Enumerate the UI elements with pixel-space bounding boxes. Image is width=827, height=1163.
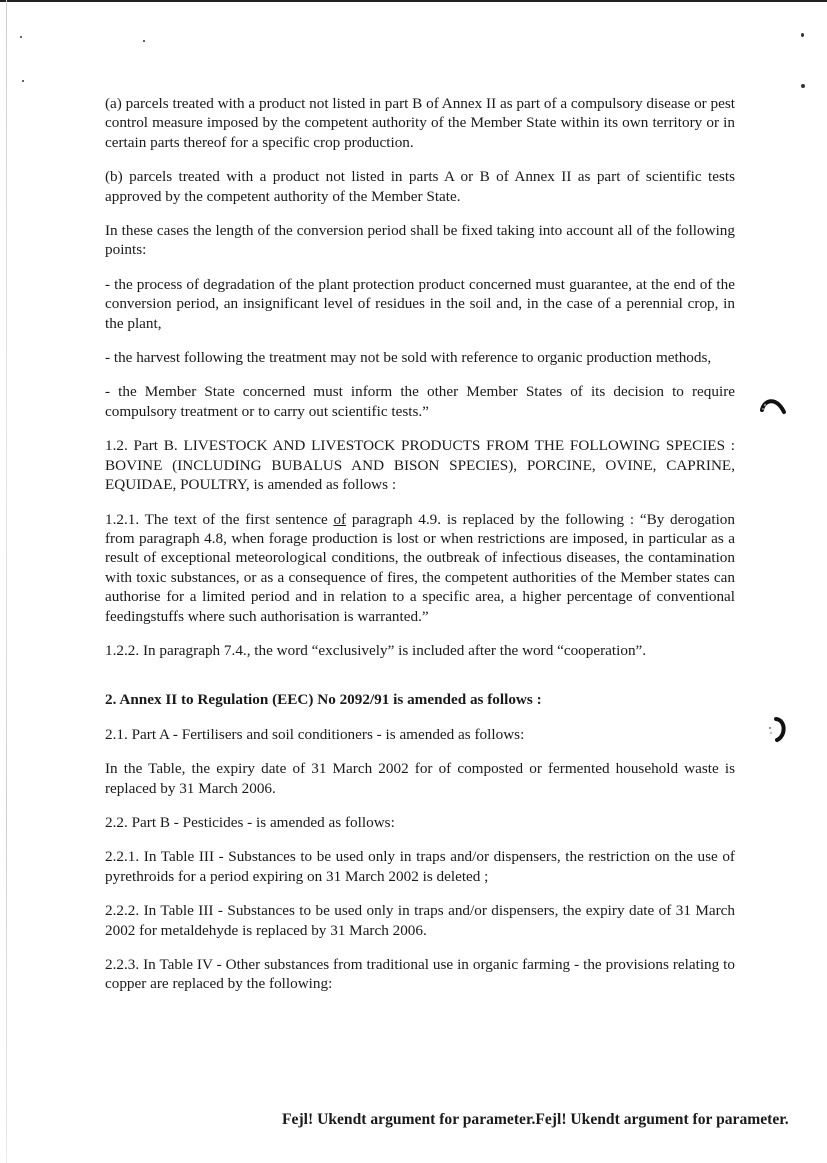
paragraph-1-2-1-rest: paragraph 4.9. is replaced by the following : “By derogation from paragraph 4.8, when forage production is lost or when restrictions are imposed, in particular as a result of exceptional meteorological conditions, the outbreak of infectious diseases, the contamination with toxic substances, or as a consequence of fires, the competent authorities of the Member states can authorise for a limited period and in relation to a specific area, a higher percentage of conventional feedingstuffs where such authorisation is warranted.” xyxy=(105,510,735,625)
left-scan-edge xyxy=(6,0,7,1163)
underlined-word-of: of xyxy=(333,510,347,528)
top-border-line xyxy=(0,0,827,2)
punch-hole-mark-upper xyxy=(758,394,788,424)
scan-speck xyxy=(143,40,145,42)
paragraph-1-2-livestock: 1.2. Part B. LIVESTOCK AND LIVESTOCK PRODUCTS FROM THE FOLLOWING SPECIES : BOVINE (INCLUDING BUBALUS AND BISON SPECIES), PORCINE, OVINE, CAPRINE, EQUIDAE, POULTRY, is amended as follows : xyxy=(105,437,735,494)
paragraph-2-1: 2.1. Part A - Fertilisers and soil conditioners - is amended as follows: xyxy=(105,725,525,743)
paragraph-conversion-period: In these cases the length of the conversion period shall be fixed taking into account all of the following points: xyxy=(105,222,735,259)
paragraph-2-2: 2.2. Part B - Pesticides - is amended as follows: xyxy=(105,813,395,831)
paragraph-1-2-1 xyxy=(105,510,735,626)
punch-hole-mark-lower xyxy=(762,714,792,744)
dash-item-harvest: - the harvest following the treatment may not be sold with reference to organic production methods, xyxy=(105,349,712,367)
paragraph-2-2-1: 2.2.1. In Table III - Substances to be used only in traps and/or dispensers, the restriction on the use of pyrethroids for a period expiring on 31 March 2002 is deleted ; xyxy=(105,848,735,885)
paragraph-1-2-1-lead: 1.2.1. The text of the first sentence xyxy=(105,510,334,528)
scan-speck xyxy=(801,33,804,37)
scan-speck xyxy=(801,84,805,88)
section-heading-annex-ii: 2. Annex II to Regulation (EEC) No 2092/91 is amended as follows : xyxy=(105,691,542,709)
paragraph-1-2-2: 1.2.2. In paragraph 7.4., the word “exclusively” is included after the word “cooperation”. xyxy=(105,641,647,659)
document-body xyxy=(105,94,735,1009)
paragraph-a: (a) parcels treated with a product not listed in part B of Annex II as part of a compulsory disease or pest control measure imposed by the competent authority of the Member State within its own territory or in certain parts thereof for a specific crop production. xyxy=(105,95,735,151)
scan-speck xyxy=(20,36,22,38)
paragraph-2-2-3: 2.2.3. In Table IV - Other substances from traditional use in organic farming - the provisions relating to copper are replaced by the following: xyxy=(105,956,735,993)
paragraph-2-2-2: 2.2.2. In Table III - Substances to be used only in traps and/or dispensers, the expiry date of 31 March 2002 for metaldehyde is replaced by 31 March 2006. xyxy=(105,902,735,939)
scan-speck xyxy=(22,80,24,82)
paragraph-b: (b) parcels treated with a product not listed in parts A or B of Annex II as part of scientific tests approved by the competent authority of the Member State. xyxy=(105,168,735,205)
dash-item-member-state: - the Member State concerned must inform the other Member States of its decision to require compulsory treatment or to carry out scientific tests.” xyxy=(105,383,735,420)
page-footer-error-text: Fejl! Ukendt argument for parameter.Fejl! Ukendt argument for parameter. xyxy=(282,1111,789,1128)
paragraph-2-1-table: In the Table, the expiry date of 31 March 2002 for of composted or fermented household waste is replaced by 31 March 2006. xyxy=(105,760,735,797)
dash-item-degradation: - the process of degradation of the plant protection product concerned must guarantee, at the end of the conversion period, an insignificant level of residues in the soil and, in the case of a perennial crop, in the plant, xyxy=(105,275,735,332)
